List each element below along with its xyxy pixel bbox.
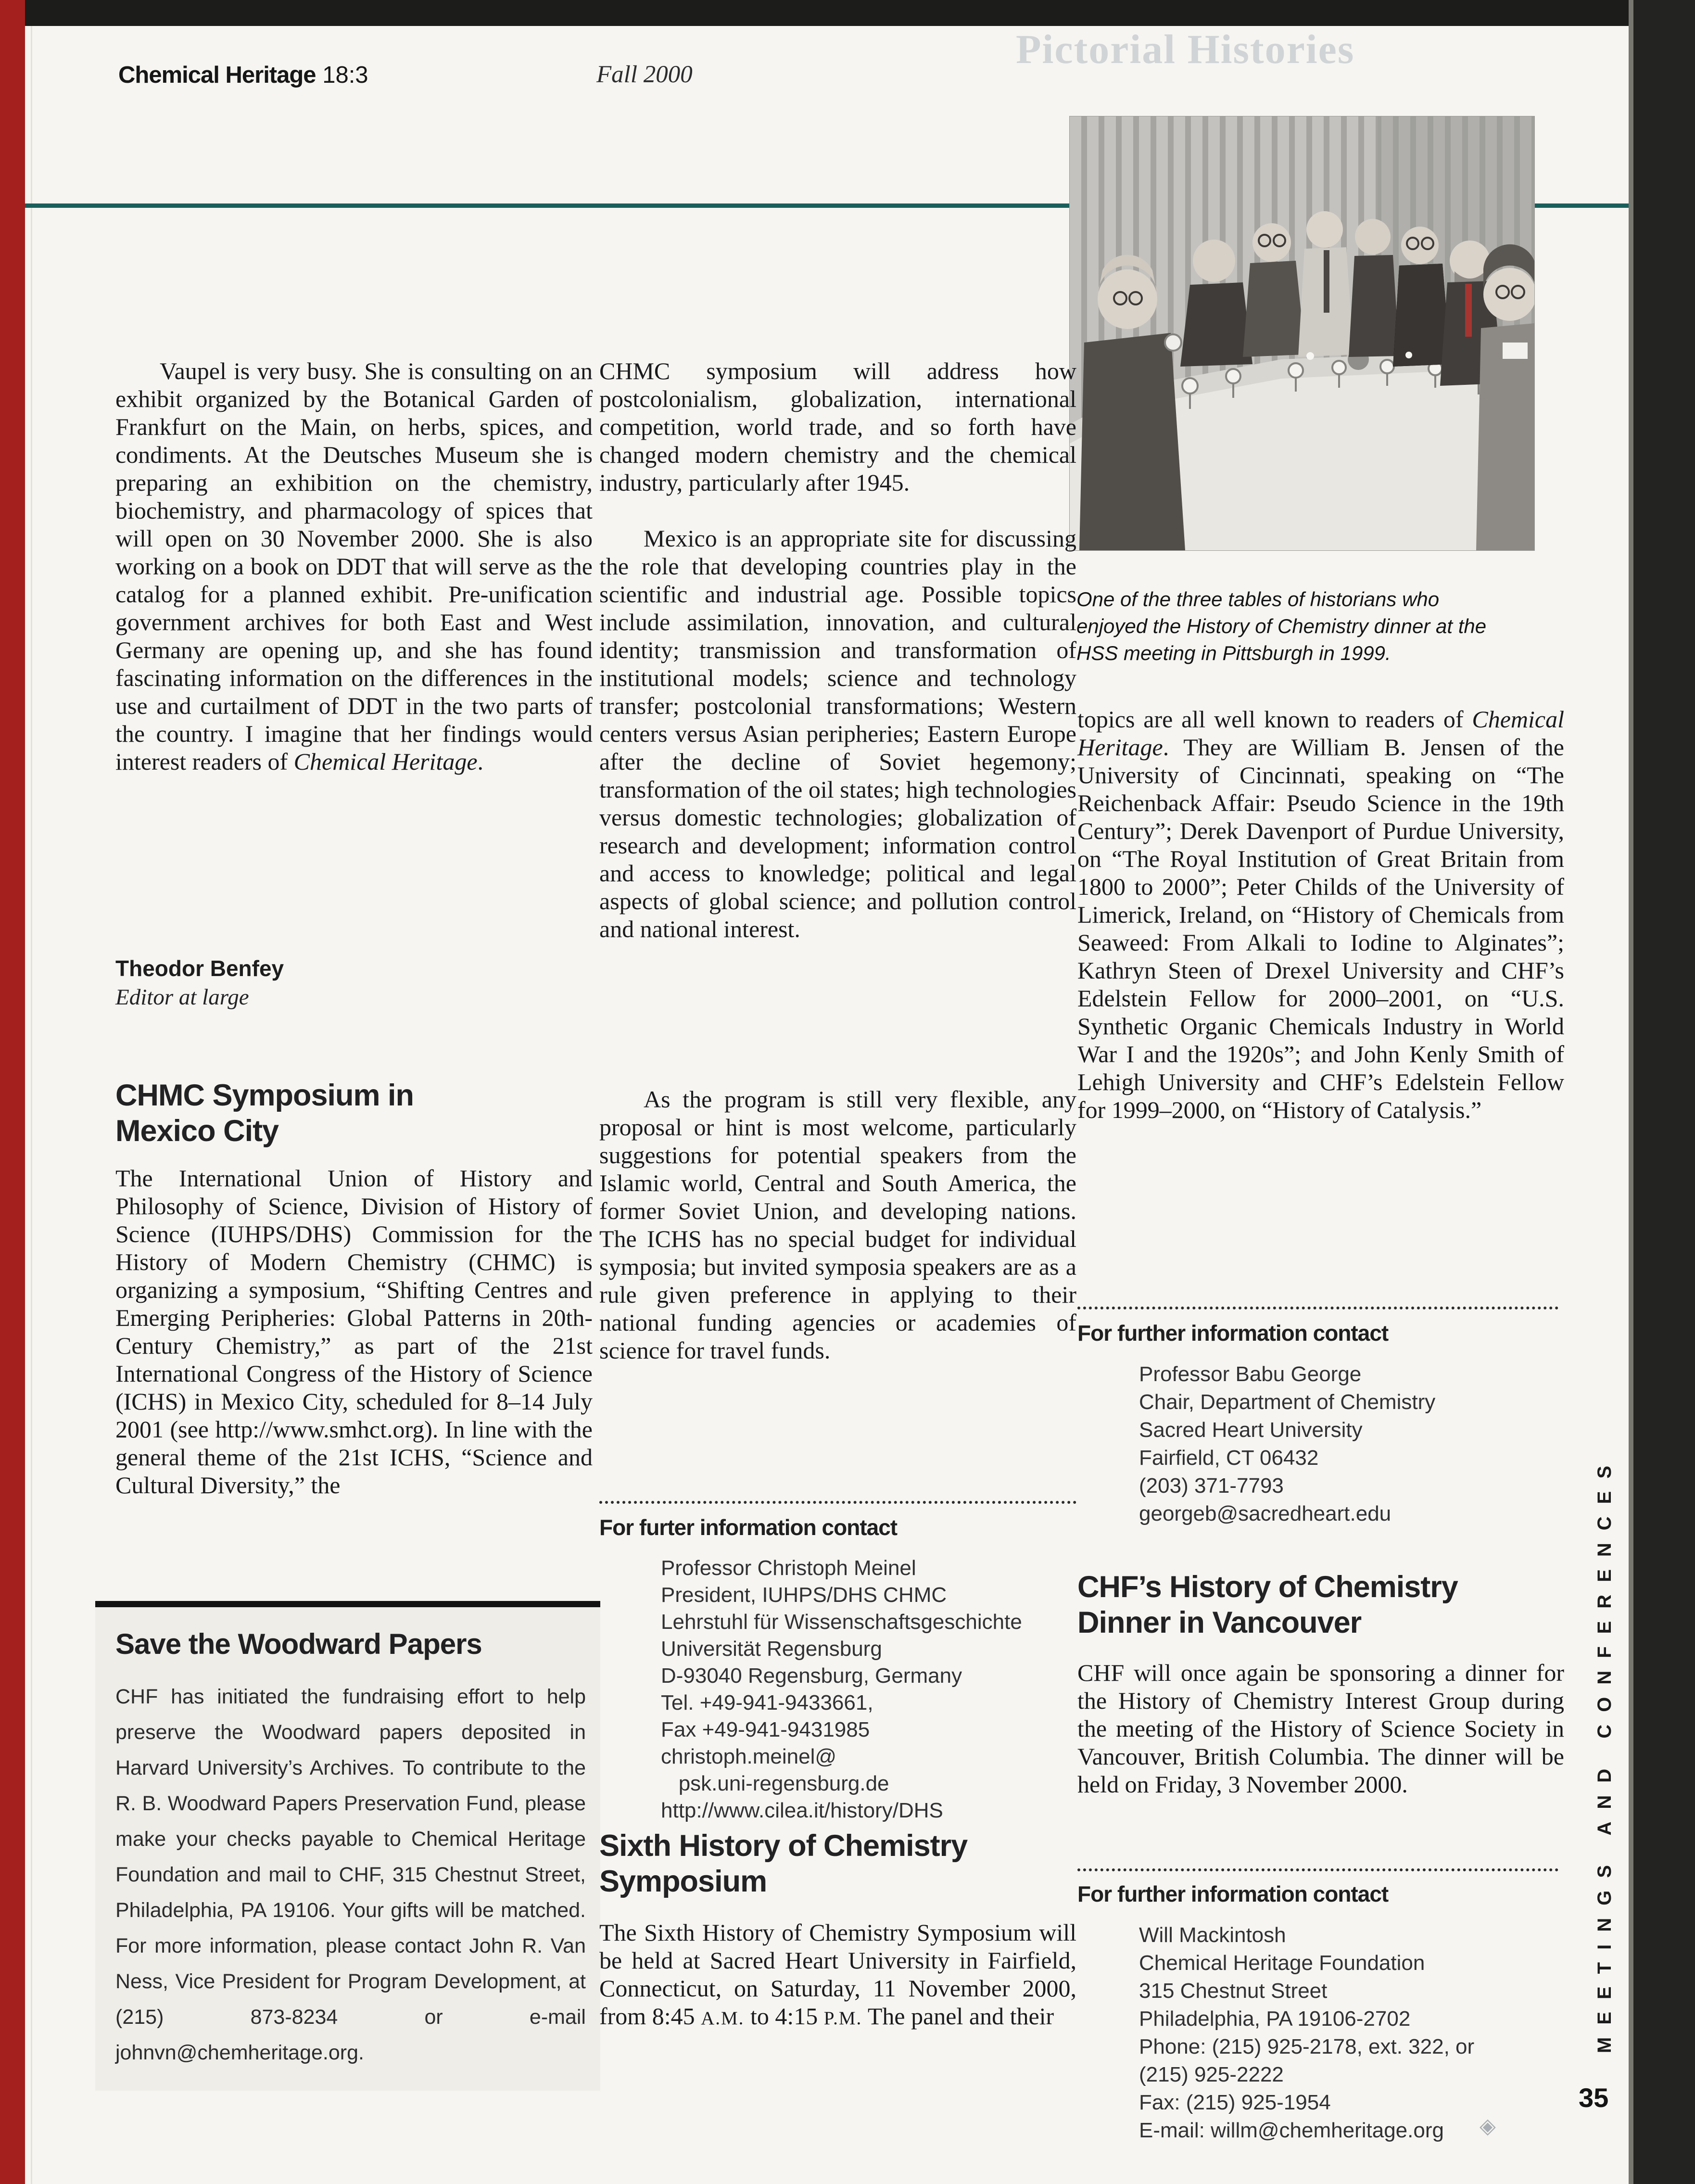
page-right-edge <box>1629 0 1633 2184</box>
contact-label-mackintosh: For further information contact <box>1077 1881 1389 1906</box>
contact-line: Philadelphia, PA 19106-2702 <box>1139 2007 1411 2031</box>
end-of-article-icon: ◈ <box>1480 2114 1496 2138</box>
contact-label-meinel: For furter information contact <box>599 1515 898 1540</box>
byline-role: Editor at large <box>115 985 249 1010</box>
section-heading-dinner-vancouver: CHF’s History of Chemistry Dinner in Vancouver <box>1077 1570 1458 1639</box>
contact-block-george <box>1077 1360 1572 1528</box>
chmc-paragraph-3: Mexico is an appropriate site for discussing the role that developing countries play in the scientific and industrial age. Possible topics include assimilation, innovation, and cultural identity; transmission and transformation of institutional models; science and technology transfer; postcolonial transformations; Western centers versus Asian peripheries; Eastern Europe after the decline of Soviet hegemony; transformation of the oil states; high technologies versus domestic technologies; globalization of research and development; information control and access to knowledge; political and legal aspects of global science; and pollution control and national interest. <box>599 525 1076 942</box>
issue-number: 18:3 <box>322 62 368 88</box>
dotted-divider <box>599 1501 1076 1504</box>
chmc-paragraph-2: CHMC symposium will address how postcolonialism, globalization, international competition, world trade, and so forth have changed modern chemistry and the chemical industry, particularly after 1945. <box>599 357 1076 496</box>
contact-line: Lehrstuhl für Wissenschaftsgeschichte <box>661 1610 1022 1634</box>
dotted-divider <box>1077 1868 1558 1871</box>
box-heading: Save the Woodward Papers <box>115 1628 482 1660</box>
contact-line: http://www.cilea.it/history/DHS <box>661 1799 943 1822</box>
contact-line: psk.uni-regensburg.de <box>661 1772 889 1795</box>
contact-line: Chemical Heritage Foundation <box>1139 1951 1425 1975</box>
contact-line: (203) 371-7793 <box>1139 1474 1284 1498</box>
page-gutter-fold <box>31 26 32 2184</box>
speakers-paragraph: topics are all well known to readers of Chemical Heritage. They are William B. Jensen of the University of Cincinnati, speaking on “The Reichenback Affair: Pseudo Science in the 19th Century”; Derek Davenport of Purdue University, on “The Royal Institution of Great Britain from 1800 to 2000”; Peter Childs of the University of Limerick, Ireland, on “History of Chemicals from Seaweed: From Alkali to Iodine to Alginates”; Kathryn Steen of Drexel University and CHF’s Edelstein Fellow for 2000–2001, on “U.S. Synthetic Organic Chemicals Industry in World War I and the 1920s”; and John Kenly Smith of Lehigh University and CHF’s Edelstein Fellow for 1999–2000, on “History of Catalysis.” <box>1077 706 1564 1123</box>
page-number: 35 <box>1579 2082 1609 2113</box>
contact-line: Phone: (215) 925-2178, ext. 322, or <box>1139 2035 1475 2058</box>
chmc-paragraph-1: The International Union of History and Philosophy of Science, Division of History of Science (IUHPS/DHS) Commission for the History of Modern Chemistry (CHMC) is organizing a symposium, “Shifting Centres and Emerging Peripheries: Global Patterns in 20th-Century Chemistry,” as part of the 21st International Congress of the History of Science (ICHS) in Mexico City, scheduled for 8–14 July 2001 (see http://www.smhct.org). In line with the general theme of the 21st ICHS, “Science and Cultural Diversity,” the <box>115 1165 593 1498</box>
sixth-symposium-paragraph: The Sixth History of Chemistry Symposium will be held at Sacred Heart University in Fairfield, Connecticut, on Saturday, 11 November 2000, from 8:45 A.M. to 4:15 P.M. The panel and their <box>599 1919 1076 2030</box>
contact-line: Will Mackintosh <box>1139 1923 1286 1947</box>
contact-line: georgeb@sacredheart.edu <box>1139 1502 1391 1525</box>
photo-caption: One of the three tables of historians who enjoyed the History of Chemistry dinner at the HSS meeting in Pittsburgh in 1999. <box>1076 588 1487 664</box>
byline-name: Theodor Benfey <box>115 956 284 981</box>
dinner-paragraph: CHF will once again be sponsoring a dinner for the History of Chemistry Interest Group during the meeting of the History of Science Society in Vancouver, British Columbia. The dinner will be held on Friday, 3 November 2000. <box>1077 1659 1564 1798</box>
left-red-binding-stripe <box>0 0 25 2184</box>
bleedthrough-title: Pictorial Histories <box>1016 26 1355 72</box>
contact-line: Professor Christoph Meinel <box>661 1556 916 1580</box>
magazine-title: Chemical Heritage <box>118 62 316 88</box>
section-heading-chmc-symposium: CHMC Symposium in Mexico City <box>115 1079 414 1148</box>
article-paragraph-vaupel: Vaupel is very busy. She is consulting on an exhibit organized by the Botanical Garden of Frankfurt on the Main, on herbs, spices, and condiments. At the Deutsches Museum she is preparing an exhibition on the chemistry, biochemistry, and pharmacology of spices that will open on 30 November 2000. She is also working on a book on DDT that will serve as the catalog for a planned exhibit. Pre-unification government archives for both East and West Germany are opening up, and she has found fascinating information on the differences in the use and curtailment of DDT in the two parts of the country. I imagine that her findings would interest readers of Chemical Heritage. <box>115 357 593 775</box>
contact-line: 315 Chestnut Street <box>1139 1979 1328 2003</box>
contact-line: Fax +49-941-9431985 <box>661 1718 870 1741</box>
contact-line: Chair, Department of Chemistry <box>1139 1390 1436 1414</box>
right-scan-edge <box>1633 0 1695 2184</box>
contact-line: E-mail: willm@chemheritage.org <box>1139 2119 1444 2142</box>
section-heading-sixth-symposium: Sixth History of Chemistry Symposium <box>599 1829 968 1898</box>
contact-line: (215) 925-2222 <box>1139 2063 1284 2086</box>
contact-line: Sacred Heart University <box>1139 1418 1363 1442</box>
contact-line: Fairfield, CT 06432 <box>1139 1446 1319 1470</box>
contact-block-meinel <box>599 1555 1094 1824</box>
dotted-divider <box>1077 1307 1558 1309</box>
chmc-paragraph-4: As the program is still very flexible, any proposal or hint is most welcome, particularly suggestions for potential speakers from the Islamic world, Central and South America, the former Soviet Union, and developing nations. The ICHS has no special budget for individual symposia; but invited symposia speakers are as a rule given preference in applying to their national funding agencies or academies of science for travel funds. <box>599 1086 1076 1364</box>
box-body: CHF has initiated the fundraising effort to help preserve the Woodward papers deposited in Harvard University’s Archives. To contribute to the R. B. Woodward Papers Preservation Fund, please make your checks payable to Chemical Heritage Foundation and mail to CHF, 315 Chestnut Street, Philadelphia, PA 19106. Your gifts will be matched. For more information, please contact John R. Van Ness, Vice President for Program Development, at (215) 873-8234 or e-mail johnvn@chemheritage.org. <box>115 1685 586 2064</box>
dinner-photo <box>1070 116 1534 550</box>
contact-line: christoph.meinel@ <box>661 1745 837 1768</box>
section-vertical-label: MEETINGS AND CONFERENCES <box>1594 1453 1615 2053</box>
contact-label-george: For further information contact <box>1077 1321 1389 1346</box>
running-head <box>118 62 368 89</box>
contact-line: D-93040 Regensburg, Germany <box>661 1664 962 1688</box>
contact-line: Fax: (215) 925-1954 <box>1139 2091 1331 2114</box>
contact-line: Universität Regensburg <box>661 1637 882 1661</box>
contact-line: Professor Babu George <box>1139 1362 1362 1386</box>
box-top-rule <box>95 1601 600 1607</box>
woodward-sidebar-box <box>95 1607 600 2091</box>
contact-line: President, IUHPS/DHS CHMC <box>661 1583 947 1607</box>
contact-line: Tel. +49-941-9433661, <box>661 1691 873 1714</box>
top-scan-edge <box>25 0 1695 26</box>
contact-block-mackintosh <box>1077 1921 1601 2145</box>
issue-season: Fall 2000 <box>596 61 693 88</box>
dinner-photo-graphic <box>1070 116 1534 550</box>
